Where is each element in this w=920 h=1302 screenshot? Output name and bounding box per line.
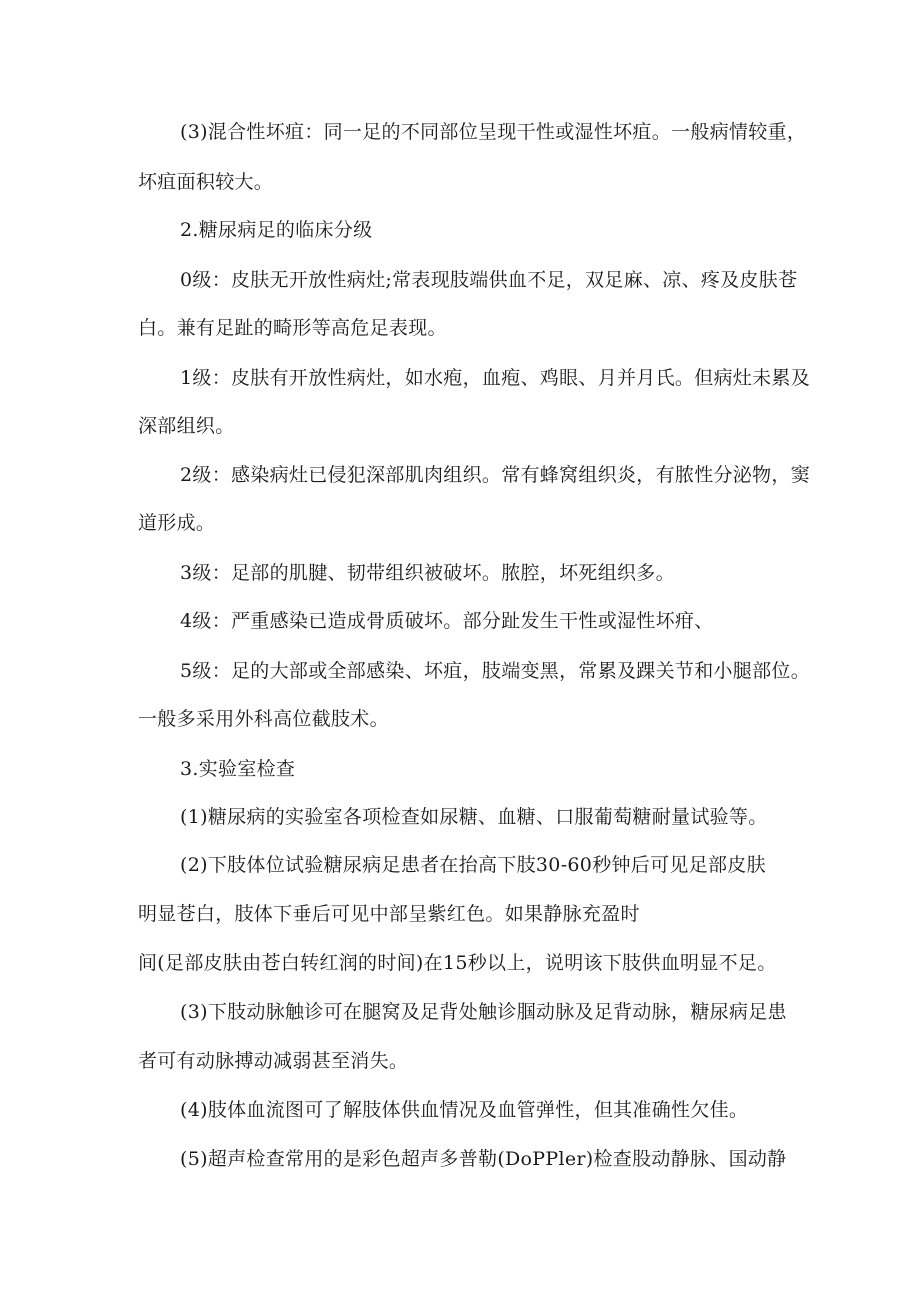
paragraph-line: 3级：足部的肌腱、韧带组织被破坏。脓腔，坏死组织多。 — [180, 562, 675, 584]
paragraph-line: 4级：严重感染已造成骨质破坏。部分趾发生干性或湿性坏疳、 — [180, 610, 714, 632]
paragraph-line: (2)下肢体位试验糖尿病足患者在抬高下肢30-60秒钟后可见足部皮肤 — [180, 854, 766, 876]
paragraph-line: 0级：皮肤无开放性病灶;常表现肢端供血不足，双足麻、凉、疼及皮肤苍 — [180, 269, 798, 291]
paragraph-line: (3)混合性坏疽：同一足的不同部位呈现干性或湿性坏疽。一般病情较重， — [180, 121, 807, 143]
paragraph-line: 坏疽面积较大。 — [138, 171, 274, 193]
paragraph-line: 者可有动脉搏动减弱甚至消失。 — [138, 1050, 409, 1072]
paragraph-line: 2级：感染病灶已侵犯深部肌肉组织。常有蜂窝组织炎，有脓性分泌物，窦 — [180, 464, 810, 486]
paragraph-line: 明显苍白，肢体下垂后可见中部呈紫红色。如果静脉充盈时 — [138, 903, 640, 925]
paragraph-line: 1级：皮肤有开放性病灶，如水疱，血疱、鸡眼、月并月氏。但病灶未累及 — [180, 367, 810, 389]
paragraph-line: (3)下肢动脉触诊可在腿窝及足背处触诊腘动脉及足背动脉，糖尿病足患 — [180, 1001, 787, 1023]
paragraph-line: (4)肢体血流图可了解肢体供血情况及血管弹性，但其准确性欠佳。 — [180, 1099, 749, 1121]
paragraph-line: 间(足部皮肤由苍白转红润的时间)在15秒以上，说明该下肢供血明显不足。 — [138, 952, 777, 974]
paragraph-line: (1)糖尿病的实验室各项检查如尿糖、血糖、口服葡萄糖耐量试验等。 — [180, 806, 768, 828]
section-heading: 2.糖尿病足的临床分级 — [180, 219, 373, 241]
section-heading: 3.实验室检查 — [180, 758, 296, 780]
paragraph-line: (5)超声检查常用的是彩色超声多普勒(DoPPler)检查股动静脉、国动静 — [180, 1148, 787, 1170]
paragraph-line: 白。兼有足趾的畸形等高危足表现。 — [138, 317, 447, 339]
paragraph-line: 一般多采用外科高位截肢术。 — [138, 708, 389, 730]
paragraph-line: 道形成。 — [138, 512, 216, 534]
paragraph-line: 5级：足的大部或全部感染、坏疽，肢端变黑，常累及踝关节和小腿部位。 — [180, 660, 810, 682]
paragraph-line: 深部组织。 — [138, 415, 235, 437]
